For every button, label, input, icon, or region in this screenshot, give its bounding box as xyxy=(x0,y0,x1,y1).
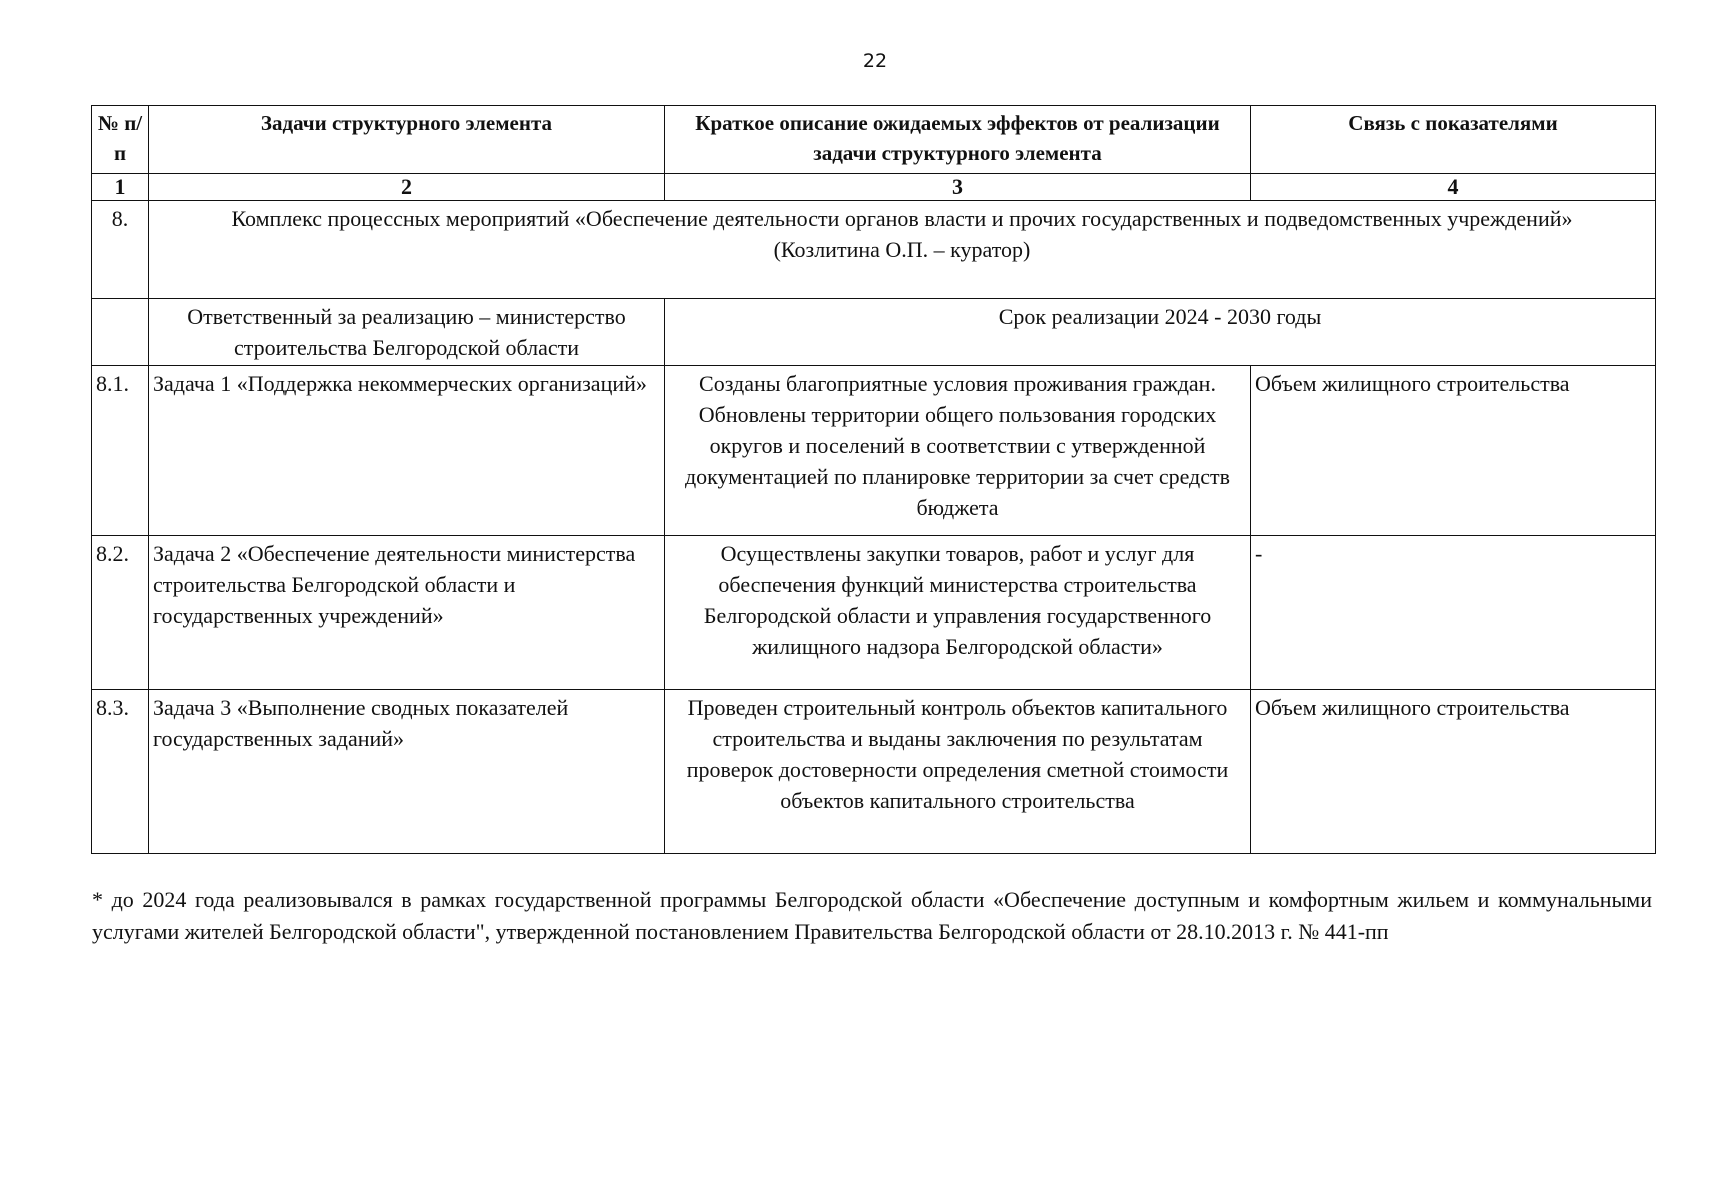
section-curator: (Козлитина О.П. – куратор) xyxy=(773,237,1031,262)
table-row xyxy=(92,366,1656,536)
header-tasks: Задачи структурного элемента xyxy=(149,106,665,174)
section-title: Комплекс процессных мероприятий «Обеспечение деятельности органов власти и прочих государственных и подведомственных учреждений» xyxy=(231,206,1573,231)
header-indicators: Связь с показателями xyxy=(1251,106,1656,174)
section-row xyxy=(92,201,1656,299)
implementation-period: Срок реализации 2024 - 2030 годы xyxy=(665,299,1656,366)
header-row xyxy=(92,106,1656,174)
column-number: 3 xyxy=(665,174,1251,201)
row-indicators: Объем жилищного строительства xyxy=(1251,366,1656,536)
row-task: Задача 3 «Выполнение сводных показателей государственных заданий» xyxy=(149,690,665,854)
row-effects: Осуществлены закупки товаров, работ и услуг для обеспечения функций министерства строительства Белгородской области и управления государственного жилищного надзора Белгородской области» xyxy=(665,536,1251,690)
header-number: № п/п xyxy=(92,106,149,174)
column-number: 4 xyxy=(1251,174,1656,201)
row-number: 8.1. xyxy=(92,366,149,536)
section-number: 8. xyxy=(92,201,149,299)
column-numbers-row xyxy=(92,174,1656,201)
row-task: Задача 1 «Поддержка некоммерческих организаций» xyxy=(149,366,665,536)
row-number: 8.2. xyxy=(92,536,149,690)
page-number: 22 xyxy=(862,50,888,72)
column-number: 2 xyxy=(149,174,665,201)
empty-cell xyxy=(92,299,149,366)
table-row xyxy=(92,536,1656,690)
row-task: Задача 2 «Обеспечение деятельности министерства строительства Белгородской области и государственных учреждений» xyxy=(149,536,665,690)
footnote: * до 2024 года реализовывался в рамках государственной программы Белгородской области «Обеспечение доступным и комфортным жильем и коммунальными услугами жителей Белгородской области", утвержденной постановлением Правительства Белгородской области от 28.10.2013 г. № 441-пп xyxy=(92,887,1652,944)
row-indicators: Объем жилищного строительства xyxy=(1251,690,1656,854)
column-number: 1 xyxy=(92,174,149,201)
row-indicators: - xyxy=(1251,536,1656,690)
row-effects: Созданы благоприятные условия проживания граждан. Обновлены территории общего пользования городских округов и поселений в соответствии с утвержденной документацией по планировке территории за счет средств бюджета xyxy=(665,366,1251,536)
header-effects: Краткое описание ожидаемых эффектов от реализации задачи структурного элемента xyxy=(665,106,1251,174)
responsible-text: Ответственный за реализацию – министерство строительства Белгородской области xyxy=(149,299,665,366)
section-cell xyxy=(149,201,1656,299)
row-effects: Проведен строительный контроль объектов капитального строительства и выданы заключения по результатам проверок достоверности определения сметной стоимости объектов капитального строительства xyxy=(665,690,1251,854)
tasks-table xyxy=(91,105,1656,854)
row-number: 8.3. xyxy=(92,690,149,854)
table-row xyxy=(92,690,1656,854)
responsible-row xyxy=(92,299,1656,366)
